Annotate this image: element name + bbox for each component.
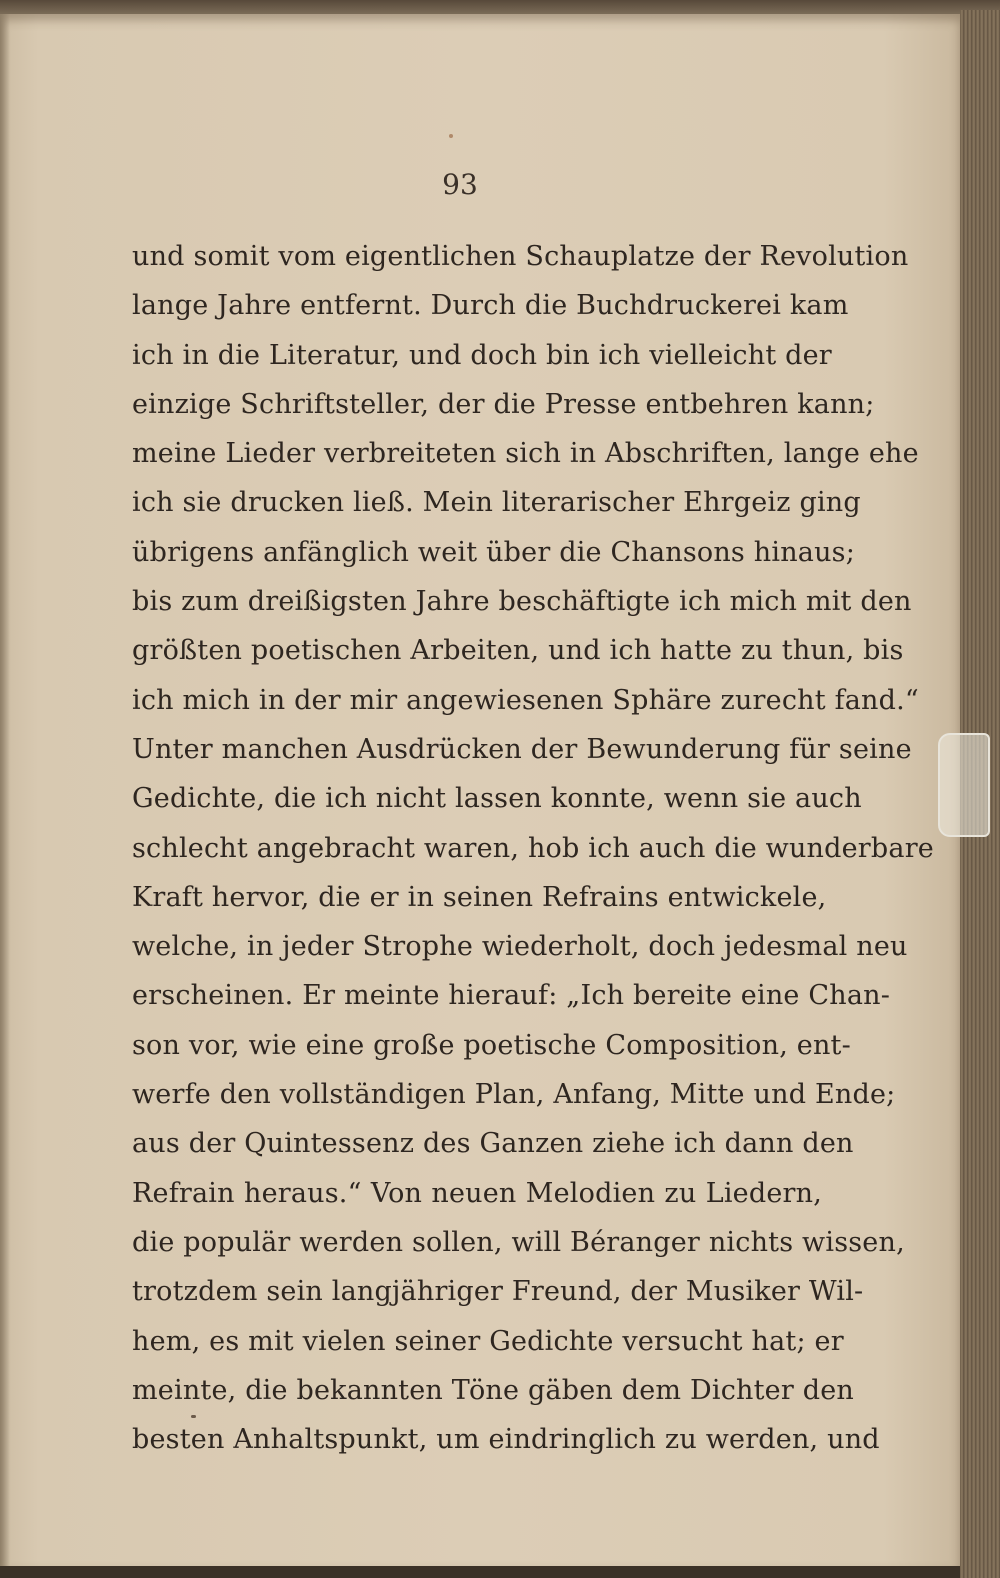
paper-speck xyxy=(449,134,453,138)
text-line: meine Lieder verbreiteten sich in Abschriften, lange ehe xyxy=(132,438,919,470)
text-line: bis zum dreißigsten Jahre beschäftigte ich mich mit den xyxy=(132,586,912,618)
text-line: erscheinen. Er meinte hierauf: „Ich bereite eine Chan- xyxy=(132,980,891,1012)
text-line: hem, es mit vielen seiner Gedichte versucht hat; er xyxy=(132,1325,844,1357)
text-line: welche, in jeder Strophe wiederholt, doch jedesmal neu xyxy=(132,931,908,963)
text-line: lange Jahre entfernt. Durch die Buchdruckerei kam xyxy=(132,290,849,322)
page-clip xyxy=(938,733,990,837)
text-line: übrigens anfänglich weit über die Chansons hinaus; xyxy=(132,536,856,568)
binding-shadow xyxy=(0,14,10,1566)
text-line: die populär werden sollen, will Béranger nichts wissen, xyxy=(132,1226,905,1258)
text-line: son vor, wie eine große poetische Composition, ent- xyxy=(132,1029,851,1061)
text-line: werfe den vollständigen Plan, Anfang, Mitte und Ende; xyxy=(132,1079,896,1111)
text-line: Refrain heraus.“ Von neuen Melodien zu Liedern, xyxy=(132,1177,822,1209)
text-line: Unter manchen Ausdrücken der Bewunderung für seine xyxy=(132,733,912,765)
text-line: besten Anhaltspunkt, um eindringlich zu werden, und xyxy=(132,1424,880,1456)
text-line: aus der Quintessenz des Ganzen ziehe ich dann den xyxy=(132,1128,854,1160)
text-line: schlecht angebracht waren, hob ich auch die wunderbare xyxy=(132,832,934,864)
text-line: ich sie drucken ließ. Mein literarischer Ehrgeiz ging xyxy=(132,487,861,519)
text-line: ich in die Literatur, und doch bin ich vielleicht der xyxy=(132,339,832,371)
text-line: ich mich in der mir angewiesenen Sphäre zurecht fand.“ xyxy=(132,684,919,716)
text-line: Gedichte, die ich nicht lassen konnte, wenn sie auch xyxy=(132,783,862,815)
text-line: einzige Schriftsteller, der die Presse entbehren kann; xyxy=(132,388,875,420)
body-text xyxy=(132,232,934,1464)
text-line: größten poetischen Arbeiten, und ich hatte zu thun, bis xyxy=(132,635,904,667)
text-line: meinte, die bekannten Töne gäben dem Dichter den xyxy=(132,1374,854,1406)
text-line: trotzdem sein langjähriger Freund, der Musiker Wil- xyxy=(132,1276,864,1308)
text-line: Kraft hervor, die er in seinen Refrains entwickele, xyxy=(132,881,827,913)
text-line: und somit vom eigentlichen Schauplatze der Revolution xyxy=(132,241,909,272)
page-number: 93 xyxy=(442,168,478,201)
